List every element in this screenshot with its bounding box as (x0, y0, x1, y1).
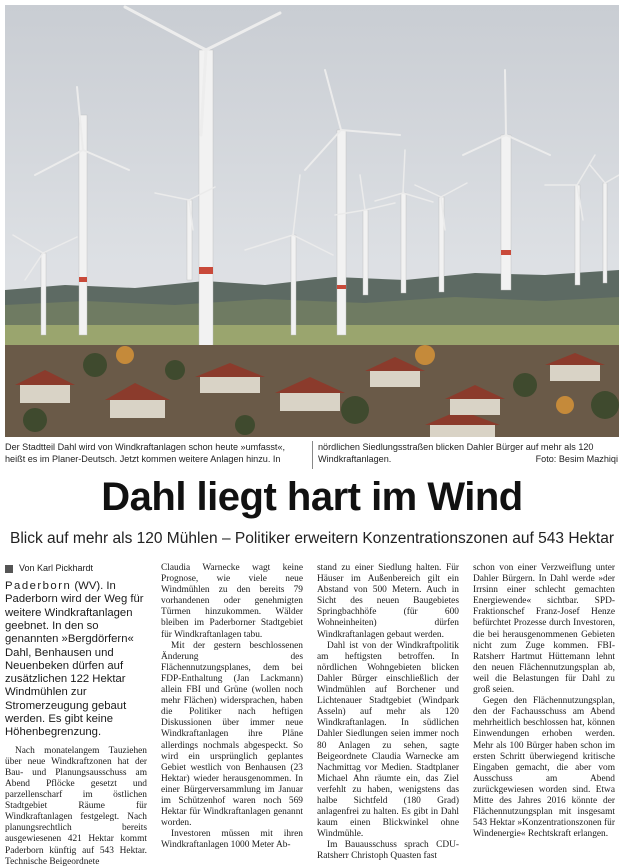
article-column-3 (317, 563, 459, 863)
byline-text: Von Karl Pickhardt (19, 563, 94, 573)
photo-caption-right-text: nördlichen Siedlungsstraßen blicken Dahler Bürger auf mehr als 120 Windkraftanlagen. (318, 442, 594, 464)
news-photo-wind-turbines (5, 5, 619, 437)
dateline: Paderborn (5, 580, 72, 593)
paragraph: Dahl ist von der Windkraftpolitik am heftigsten betroffen. In nördlichen Wohngebieten blicken Dahler Bürger einschließlich der Windmühlen auf Borchener und Lichtenauer Stadtgebiet (Windpark Asseln) auf mehr als 120 Windkraftanlagen. In südlichen Dahler Siedlungen seien immer noch 80 Anlagen zu sehen, sagte Beigeordnete Claudia Warnecke am Nachmittag vor Medien. Stadtplaner Michael Ahn räumte ein, das Ziel verfehlt zu haben, wenigstens das halbe Sichtfeld (180 Grad) anlagenfrei zu halten. Es gibt in Dahl kaum einen Blickwinkel ohne Windmühle. (317, 640, 459, 840)
photo-caption-left: Der Stadtteil Dahl wird von Windkraftanlagen schon heute »umfasst«, heißt es im Planer-Deutsch. Jetzt kommen weitere Anlagen hinzu. In (5, 442, 286, 464)
article-column-1 (5, 563, 147, 868)
article-headline: Dahl liegt hart im Wind (101, 475, 523, 519)
paragraph: schon von einer Verzweiflung unter Dahler Bürgern. In Dahl werde »der Irrsinn einer schlecht gemachten Energiewende« sichtbar. SPD-Fraktionschef Franz-Josef Henze befürchtet Prozesse durch Investoren, die bei herausgenommenen Gebieten nicht zum Zuge kommen. FBI-Ratsherr Hartmut Hüttemann lehnt den neuen Flächennutzungsplan ab, weil die Belastungen für Dahl zu groß seien. (473, 563, 615, 696)
photo-caption-right (318, 441, 618, 465)
paragraph: Im Bauausschuss sprach CDU-Ratsherr Christoph Quasten fast (317, 840, 459, 862)
article-column-4 (473, 563, 615, 840)
article-column-2 (161, 563, 303, 851)
paragraph: Mit der gestern beschlossenen Änderung des Flächennutzungsplanes, dem bei FDP-Enthaltung (Jan Lackmann) allein FBI und Grüne (wollen noch mehr Flächen) widersprachen, haben die Politiker nach heftigen Diskussionen über immer neue Windkraftanlagen ihre Pläne allerdings nochmals abgespeckt. So wird ein ursprünglich geplantes Gebiet westlich von Benhausen (23 Hektar) wieder herausgenommen. In einer Bürgerversammlung im Januar im Schützenhof waren noch 569 Hektar für Windkraftanlagen genannt worden. (161, 640, 303, 829)
article-lead (5, 580, 147, 740)
paragraph: Investoren müssen mit ihren Windkraftanlagen 1000 Meter Ab- (161, 829, 303, 851)
lead-text: (WV). In Paderborn wird der Weg für weitere Windkraftanlagen geebnet. In den so genannten »Bergdörfern« Dahl, Benhausen und Neuenbeken dürfen auf zusätzlichen 122 Hektar Windmühlen zur Stromerzeugung gebaut werden. Es gibt keine Höhenbegrenzung. (5, 580, 144, 739)
paragraph: Claudia Warnecke wagt keine Prognose, wie viele neue Windmühlen zu den bereits 79 vorhandenen oder genehmigten Türmen hinzukommen. Wälder bleiben im Paderborner Stadtgebiet für Windkraftanlagen tabu. (161, 563, 303, 640)
byline-square-icon (5, 565, 13, 573)
photo-credit: Foto: Besim Mazhiqi (535, 454, 618, 464)
byline (5, 563, 147, 574)
article-subheadline: Blick auf mehr als 120 Mühlen – Politiker erweitern Konzentrationszonen auf 543 Hektar (10, 530, 614, 547)
paragraph: Gegen den Flächennutzungsplan, den der Fachausschuss am Abend mehrheitlich beschlossen hat, können Einwendungen erhoben werden. Mehr als 100 Bürger haben schon im ersten Schritt überwiegend kritische Eingaben gemacht, die aber vom Ausschuss am Abend zurückgewiesen worden sind. Etwa Mitte des Jahres 2016 könnte der Flächennutzungsplan mit insgesamt 543 Hektar »Konzentrationszonen für Windenergie« Rechtskraft erlangen. (473, 696, 615, 840)
paragraph: stand zu einer Siedlung halten. Für Häuser im Außenbereich gilt ein Abstand von 500 Metern. Auch in Sicht des neuen Baugebietes Springbachhöfe (für 600 Wohneinheiten) dürfen Windkraftanlagen gebaut werden. (317, 563, 459, 640)
paragraph: Nach monatelangem Tauziehen über neue Windkraftzonen hat der Bau- und Planungsausschuss am Abend Pflöcke gesetzt und parzellenscharf im östlichen Stadtgebiet Räume für Windkraftanlagen festgelegt. Nach planungsrechtlich bereits ausgewiesenen 421 Hektar kommt Paderborn künftig auf 543 Hektar. Technische Beigeordnete (5, 745, 147, 867)
caption-divider (312, 441, 313, 469)
